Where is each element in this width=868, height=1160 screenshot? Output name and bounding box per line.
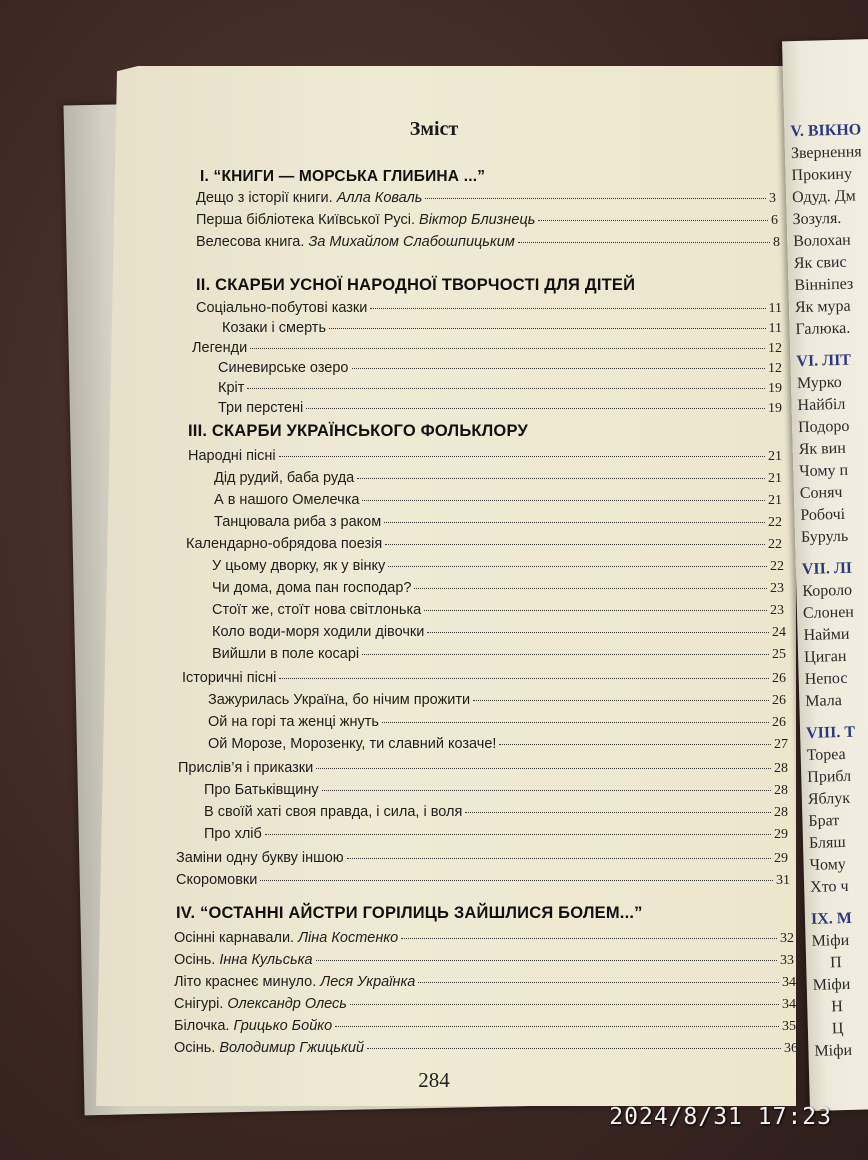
entry-page: 29 — [774, 851, 788, 866]
leader-dots — [279, 456, 765, 457]
toc-entry — [204, 826, 788, 843]
right-page-line: Прибл — [807, 767, 852, 786]
toc-entry — [214, 514, 782, 531]
right-page-line: Як вин — [798, 439, 847, 459]
right-page-line: Хто ч — [809, 877, 849, 896]
leader-dots — [518, 242, 770, 243]
right-page-line: VI. ЛІТ — [796, 351, 852, 371]
entry-title: Перша бібліотека Київської Русі. — [196, 212, 415, 228]
section-heading: II. СКАРБИ УСНОЇ НАРОДНОЇ ТВОРЧОСТІ ДЛЯ ДІТЕЙ — [196, 276, 636, 294]
leader-dots — [382, 722, 769, 723]
entry-page: 34 — [782, 975, 796, 990]
leader-dots — [473, 700, 769, 701]
entry-page: 27 — [774, 737, 788, 752]
entry-page: 6 — [771, 213, 778, 228]
entry-author: Олександр Олесь — [227, 996, 347, 1012]
entry-title: Чи дома, дома пан господар? — [212, 580, 412, 596]
entry-page: 28 — [774, 805, 788, 820]
toc-entry — [204, 804, 788, 821]
toc-entry — [196, 300, 782, 317]
right-page-line: Найбіл — [797, 395, 846, 415]
entry-page: 25 — [772, 647, 786, 662]
leader-dots — [347, 858, 771, 859]
leader-dots — [384, 522, 765, 523]
entry-page: 28 — [774, 783, 788, 798]
entry-title: Прислів’я і приказки — [178, 760, 314, 776]
entry-author: Інна Кульська — [219, 952, 313, 968]
right-page-line: Чому п — [799, 461, 849, 481]
entry-title: Соціально-побутові казки — [196, 300, 368, 316]
entry-title: У цьому дворку, як у вінку — [212, 558, 386, 574]
entry-page: 21 — [768, 471, 782, 486]
entry-page: 35 — [782, 1019, 796, 1034]
leader-dots — [335, 1026, 779, 1027]
entry-title: А в нашого Омелечка — [214, 492, 360, 508]
leader-dots — [499, 744, 771, 745]
right-page-line: Прокину — [791, 165, 853, 185]
entry-title: Білочка. — [174, 1018, 230, 1034]
leader-dots — [424, 610, 767, 611]
right-page-line: Зозуля. — [792, 209, 842, 229]
toc-entry — [208, 714, 786, 731]
page-title: Зміст — [409, 118, 459, 140]
entry-page: 19 — [768, 381, 782, 396]
right-page-line: Як мура — [794, 297, 851, 317]
right-page-line: Чому — [809, 855, 847, 874]
toc-entry — [212, 558, 784, 575]
toc-entry — [214, 492, 782, 509]
entry-title: Кріт — [218, 380, 245, 396]
leader-dots — [352, 368, 766, 369]
section-heading: I. “КНИГИ — МОРСЬКА ГЛИБИНА ...” — [200, 168, 486, 185]
right-page-line: Короло — [802, 581, 853, 601]
entry-title: Козаки і смерть — [222, 320, 327, 336]
toc-entry — [182, 670, 786, 687]
entry-title: Синевирське озеро — [218, 360, 349, 376]
entry-page: 11 — [768, 301, 782, 316]
entry-title: Вийшли в поле косарі — [212, 646, 360, 662]
toc-entry — [208, 692, 786, 709]
entry-page: 11 — [768, 321, 782, 336]
right-page-line: Найми — [803, 625, 850, 644]
leader-dots — [414, 588, 767, 589]
section-heading: IV. “ОСТАННІ АЙСТРИ ГОРІЛИЦЬ ЗАЙШЛИСЯ БОЛЕМ...” — [176, 904, 643, 922]
entry-page: 33 — [780, 953, 794, 968]
toc-entry — [212, 646, 786, 663]
toc-entry — [174, 1040, 798, 1057]
entry-title: Ой на горі та женці жнуть — [208, 714, 379, 730]
right-page-line: Соняч — [799, 483, 843, 503]
entry-page: 26 — [772, 671, 786, 686]
leader-dots — [250, 348, 765, 349]
page-number: 284 — [418, 1068, 450, 1092]
toc-entry — [174, 974, 796, 991]
right-page-line: Одуд. Дм — [791, 187, 856, 207]
toc-entry — [178, 760, 788, 777]
right-page-line: Яблук — [807, 789, 851, 808]
entry-title: Календарно-обрядова поезія — [186, 536, 383, 552]
right-page-line: Слонен — [802, 603, 855, 623]
right-page-line: Мала — [805, 692, 843, 710]
leader-dots — [329, 328, 766, 329]
entry-title: В своїй хаті своя правда, і сила, і воля — [204, 804, 463, 820]
toc-entry — [204, 782, 788, 799]
right-page-line: Міфи — [812, 975, 851, 994]
toc-entry — [176, 872, 790, 889]
entry-page: 34 — [782, 997, 796, 1012]
toc-entry — [218, 380, 782, 397]
entry-page: 36 — [784, 1041, 798, 1056]
entry-author: Віктор Близнець — [419, 212, 536, 228]
leader-dots — [385, 544, 765, 545]
toc-entry — [196, 190, 776, 207]
photo-timestamp: 2024/8/31 17:23 — [609, 1104, 832, 1130]
toc-entry — [218, 400, 782, 417]
right-page-line: Подоро — [797, 417, 850, 437]
entry-title: Коло води-моря ходили дівочки — [212, 624, 425, 640]
leader-dots — [247, 388, 765, 389]
entry-page: 29 — [774, 827, 788, 842]
leader-dots — [350, 1004, 779, 1005]
right-page-line: Міфи — [811, 931, 850, 950]
entry-title: Дещо з історії книги. — [196, 190, 333, 206]
right-page-line: П — [829, 954, 842, 972]
right-page-line: Ц — [831, 1020, 844, 1038]
entry-title: Легенди — [192, 340, 248, 356]
entry-page: 19 — [768, 401, 782, 416]
right-page-line: V. ВІКНО — [790, 121, 862, 141]
entry-title: Історичні пісні — [182, 670, 277, 686]
toc-entry — [212, 624, 786, 641]
entry-page: 22 — [768, 515, 782, 530]
toc-entry — [188, 448, 782, 465]
leader-dots — [425, 198, 766, 199]
toc-entry — [174, 952, 794, 969]
toc-entry — [212, 580, 784, 597]
leader-dots — [357, 478, 765, 479]
toc-entry — [186, 536, 782, 553]
right-page-line: Н — [831, 998, 844, 1016]
toc-entry — [218, 360, 782, 377]
entry-page: 22 — [768, 537, 782, 552]
leader-dots — [367, 1048, 781, 1049]
entry-page: 26 — [772, 693, 786, 708]
entry-title: Про Батьківщину — [204, 782, 319, 798]
right-page-line: Міфи — [814, 1041, 853, 1060]
entry-page: 12 — [768, 361, 782, 376]
toc-entry — [208, 736, 788, 753]
entry-title: Дід рудий, баба руда — [214, 470, 355, 486]
entry-page: 21 — [768, 449, 782, 464]
entry-author: Володимир Гжицький — [219, 1040, 365, 1056]
leader-dots — [362, 654, 769, 655]
toc-entry — [174, 1018, 796, 1035]
right-page-line: Звернення — [790, 143, 862, 163]
toc-entry — [212, 602, 784, 619]
right-page-line: Волохан — [793, 231, 851, 251]
leader-dots — [322, 790, 771, 791]
toc-entry — [196, 234, 780, 251]
leader-dots — [465, 812, 771, 813]
toc-entry — [174, 930, 794, 947]
right-page-line: Буруль — [800, 527, 849, 547]
entry-author: Алла Коваль — [336, 190, 423, 206]
leader-dots — [388, 566, 767, 567]
entry-title: Три перстені — [218, 400, 304, 416]
entry-title: Ой Морозе, Морозенку, ти славний козаче! — [208, 736, 497, 752]
right-page-line: Непос — [804, 669, 848, 688]
toc-entry — [214, 470, 782, 487]
entry-title: Стоїт же, стоїт нова світлонька — [212, 602, 422, 618]
leader-dots — [306, 408, 765, 409]
entry-title: Скоромовки — [176, 872, 258, 888]
right-page-line: Бляш — [808, 833, 846, 852]
entry-author: За Михайлом Слабошпицьким — [308, 234, 515, 250]
leader-dots — [538, 220, 768, 221]
entry-title: Осінь. — [174, 1040, 216, 1056]
leader-dots — [279, 678, 769, 679]
leader-dots — [362, 500, 765, 501]
entry-page: 21 — [768, 493, 782, 508]
right-page-line: VIII. Т — [805, 723, 856, 742]
entry-page: 23 — [770, 581, 784, 596]
toc-entry — [196, 212, 778, 229]
toc-entry — [174, 996, 796, 1013]
right-page-line: VII. ЛІ — [801, 559, 853, 579]
right-page-line: Брат — [808, 812, 840, 830]
right-page-line: Тореа — [806, 745, 846, 764]
entry-title: Танцювала риба з раком — [214, 514, 382, 530]
right-page-line: Мурко — [796, 373, 842, 393]
right-page-line: Як свис — [793, 253, 847, 273]
leader-dots — [265, 834, 771, 835]
leader-dots — [316, 960, 777, 961]
entry-title: Велесова книга. — [196, 234, 305, 250]
toc-entry — [176, 850, 788, 867]
entry-title: Снігурі. — [174, 996, 224, 1012]
section-heading: III. СКАРБИ УКРАЇНСЬКОГО ФОЛЬКЛОРУ — [188, 422, 528, 440]
entry-page: 28 — [774, 761, 788, 776]
entry-title: Про хліб — [204, 826, 262, 842]
entry-page: 32 — [780, 931, 794, 946]
entry-page: 26 — [772, 715, 786, 730]
toc-entry — [192, 340, 782, 357]
leader-dots — [260, 880, 773, 881]
entry-page: 24 — [772, 625, 786, 640]
entry-title: Осінь. — [174, 952, 216, 968]
toc-entry — [222, 320, 782, 337]
right-page-line: Робочі — [800, 505, 846, 525]
right-page-line: IX. М — [810, 909, 853, 928]
right-page-line: Циган — [803, 647, 847, 666]
entry-author: Леся Українка — [320, 974, 416, 990]
entry-author: Ліна Костенко — [298, 930, 399, 946]
entry-page: 12 — [768, 341, 782, 356]
entry-page: 22 — [770, 559, 784, 574]
entry-author: Грицько Бойко — [233, 1018, 333, 1034]
leader-dots — [427, 632, 769, 633]
entry-page: 31 — [776, 873, 790, 888]
entry-page: 23 — [770, 603, 784, 618]
entry-page: 8 — [773, 235, 780, 250]
leader-dots — [418, 982, 779, 983]
leader-dots — [316, 768, 771, 769]
right-page-line: Галюка. — [795, 319, 851, 339]
entry-page: 3 — [769, 191, 776, 206]
entry-title: Заміни одну букву іншою — [176, 850, 344, 866]
entry-title: Зажурилась Україна, бо нічим прожити — [208, 692, 471, 708]
leader-dots — [401, 938, 777, 939]
leader-dots — [370, 308, 765, 309]
right-page-line: Вінніпез — [794, 275, 854, 295]
entry-title: Осінні карнавали. — [174, 930, 295, 946]
entry-title: Літо краснеє минуло. — [174, 974, 317, 990]
entry-title: Народні пісні — [188, 448, 276, 464]
